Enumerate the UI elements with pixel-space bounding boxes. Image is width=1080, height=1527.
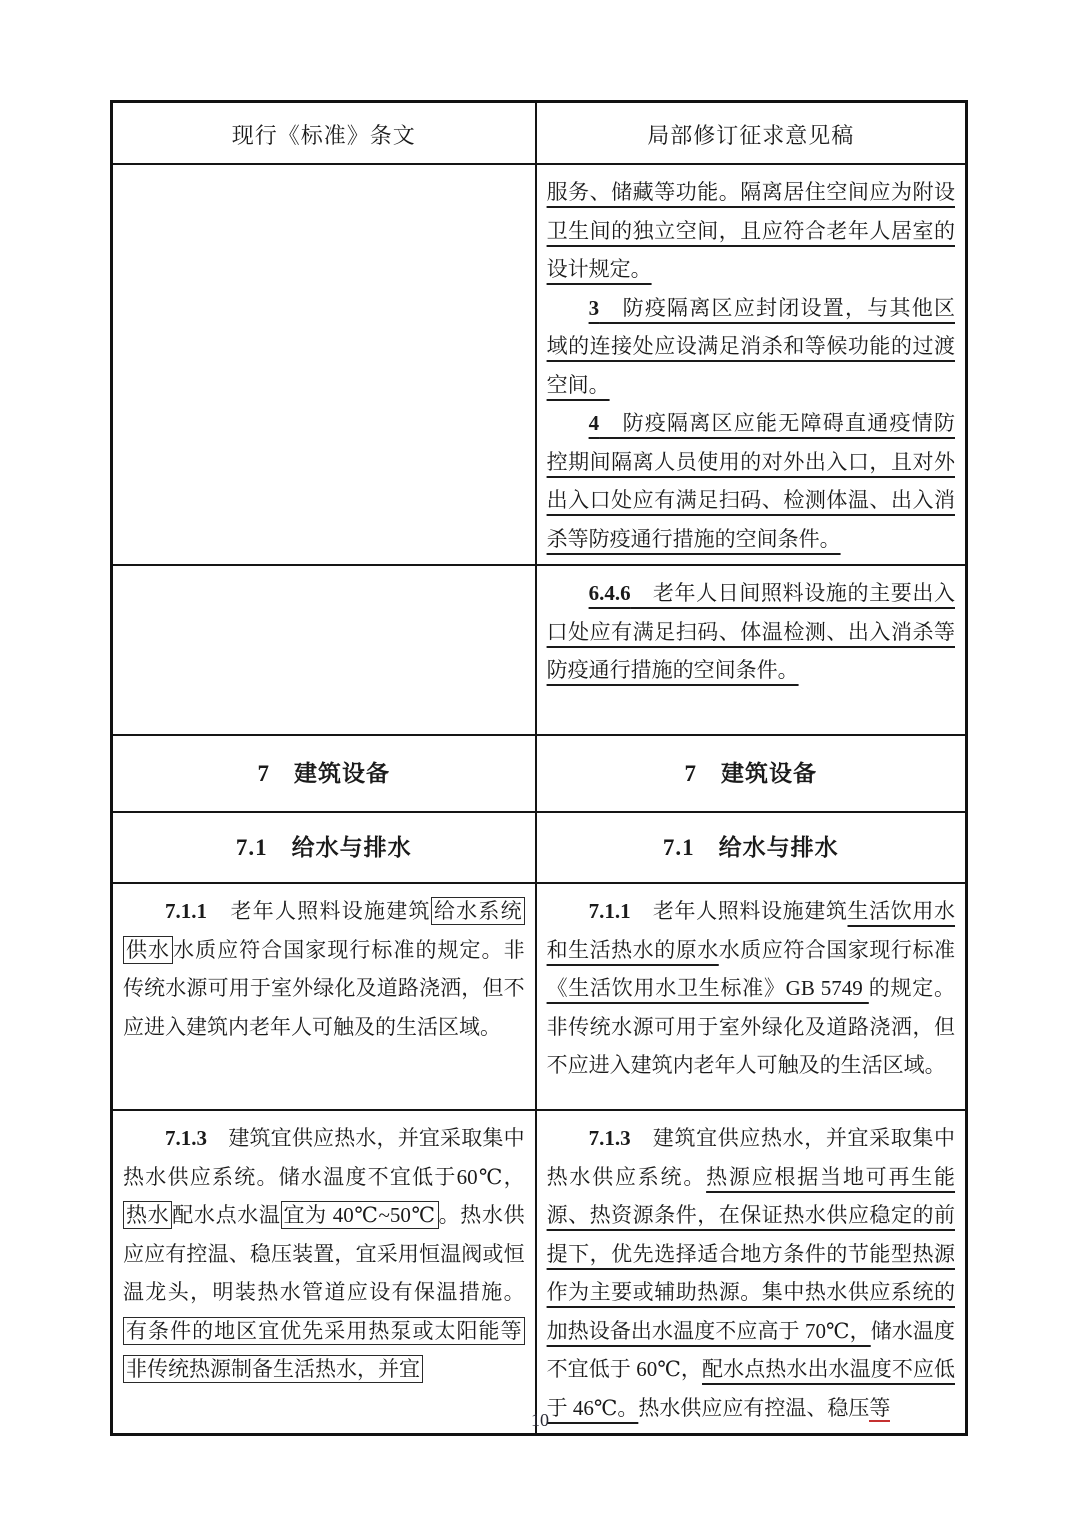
paragraph (547, 755, 955, 794)
text-segment: 储水温度不宜低于 60℃， (546, 1318, 955, 1381)
paragraph (547, 574, 955, 690)
revised-text: 生活饮用水和生活热水的原水 (546, 899, 956, 962)
table-row (112, 883, 967, 1110)
deleted-text-box: 给水系统 (431, 897, 525, 925)
deleted-text-box: 供水 (123, 936, 173, 964)
revised-text: 3 (588, 295, 600, 320)
cell-revision-draft (536, 883, 967, 1110)
paragraph (123, 755, 525, 794)
text-segment: 7.1.3 (165, 1126, 207, 1150)
paragraph (547, 289, 955, 405)
revision-comparison-table (110, 100, 968, 1436)
table-row (112, 735, 967, 812)
text-segment: 老年人照料设施建筑 (207, 899, 431, 923)
cell-current-standard (112, 735, 536, 812)
cell-current-standard (112, 1110, 536, 1435)
cell-revision-draft (536, 735, 967, 812)
paragraph (123, 892, 525, 1046)
table-row (112, 1110, 967, 1435)
cell-current-standard (112, 883, 536, 1110)
cell-revision-draft (536, 565, 967, 735)
paragraph (547, 829, 955, 868)
text-segment: 7.1 给水与排水 (662, 835, 839, 861)
text-segment: 热水供应应有控温、稳压 (638, 1395, 870, 1420)
deleted-text-box: 有条件的地区宜优先采用热泵或太阳能等非传统热源制备生活热水，并宜 (123, 1317, 525, 1384)
text-segment: 7 建筑设备 (684, 761, 818, 787)
revised-text: 配水点热水出水温度不应低于 46℃。 (546, 1357, 955, 1420)
text-segment: 水质应符合国家现行标准的规定。非传统水源可用于室外绿化及道路浇洒，但不应进入建筑内老年人可触及的生活区域。 (123, 937, 525, 1039)
cell-revision-draft (536, 1110, 967, 1435)
cell-revision-draft (536, 812, 967, 883)
revised-text: 6.4.6 (588, 581, 631, 605)
revised-text: 老年人日间照料设施的主要出入口处应有满足扫码、体温检测、出入消杀等防疫通行措施的空间条件。 (546, 581, 955, 682)
revised-text: 防疫隔离区应能无障碍直通疫情防控期间隔离人员使用的对外出入口，且对外出入口处应有满足扫码、检测体温、出入消杀等防疫通行措施的空间条件。 (546, 411, 955, 551)
text-segment: 配水点水温 (172, 1203, 281, 1227)
cell-current-standard (112, 812, 536, 883)
paragraph (547, 173, 955, 289)
text-segment: 。热水供应应有控温、稳压装置，宜采用恒温阀或恒温龙头，明装热水管道应设有保温措施。 (123, 1203, 525, 1304)
deleted-text-box: 宜为 40℃~50℃ (281, 1201, 439, 1229)
text-segment: 7.1.1 (165, 899, 207, 923)
text-segment: 7.1.1 (588, 899, 631, 923)
text-segment: 7.1.3 (588, 1126, 631, 1150)
table-row (112, 164, 967, 565)
text-segment: 水质应符合国家现行标准 (718, 937, 955, 962)
table-body (112, 164, 967, 1435)
paragraph (547, 404, 955, 558)
text-segment: 7 建筑设备 (257, 761, 391, 787)
text-segment: 的规定。非传统水源可用于室外绿化及道路浇洒，但不应进入建筑内老年人可触及的生活区域。 (546, 976, 955, 1077)
text-segment: 建筑宜供应热水，并宜采取集中热水供应系统。 (546, 1126, 955, 1189)
revised-text: 4 (588, 411, 600, 435)
cell-revision-draft (536, 164, 967, 565)
paragraph (123, 1119, 525, 1389)
table-header-row (112, 102, 967, 165)
table-row (112, 812, 967, 883)
paragraph (547, 1119, 955, 1427)
revised-text: 热源应根据当地可再生能源、热资源条件，在保证热水供应稳定的前提下，优先选择适合地方条件的节能型热源作为主要或辅助热源。集中热水供应系统的加热设备出水温度不应高于 70℃， (546, 1164, 956, 1343)
red-marked-text: 等 (869, 1395, 891, 1420)
column-header-current-standard: 现行《标准》条文 (112, 102, 536, 165)
column-header-revision-draft: 局部修订征求意见稿 (536, 102, 967, 165)
paragraph (123, 829, 525, 868)
revised-text: 防疫隔离区应封闭设置，与其他区域的连接处应设满足消杀和等候功能的过渡空间。 (546, 295, 955, 397)
table-row (112, 565, 967, 735)
cell-current-standard (112, 565, 536, 735)
page-number: 10 (531, 1410, 549, 1430)
text-segment: 建筑宜供应热水，并宜采取集中热水供应系统。储水温度不宜低于60℃， (123, 1126, 525, 1189)
text-segment: 老年人照料设施建筑 (630, 899, 848, 923)
paragraph (547, 892, 955, 1085)
revised-text: 服务、储藏等功能。隔离居住空间应为附设卫生间的独立空间，且应符合老年人居室的设计规定。 (546, 180, 955, 281)
cell-current-standard (112, 164, 536, 565)
deleted-text-box: 热水 (123, 1201, 172, 1229)
text-segment: 7.1 给水与排水 (235, 835, 412, 861)
revised-text: 《生活饮用水卫生标准》GB 5749 (546, 976, 869, 1000)
